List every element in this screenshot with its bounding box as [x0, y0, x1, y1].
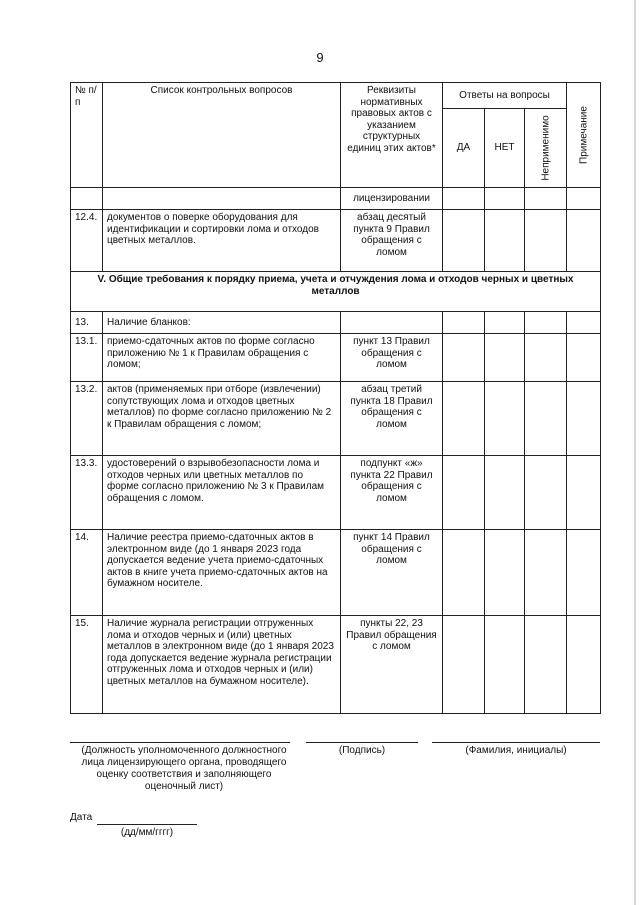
answer-na[interactable]: [525, 456, 567, 530]
answer-na[interactable]: [525, 616, 567, 714]
row-requisite: [341, 312, 443, 334]
answer-no[interactable]: [485, 616, 525, 714]
table-row: [71, 616, 601, 714]
answer-no[interactable]: [485, 188, 525, 210]
answer-no[interactable]: [485, 312, 525, 334]
header-row-1: [71, 83, 601, 109]
table-row: [71, 530, 601, 616]
table-row: [71, 382, 601, 456]
table-row: [71, 334, 601, 382]
signature-line[interactable]: [306, 742, 418, 743]
row-question: Наличие бланков:: [103, 312, 341, 334]
row-num: [71, 188, 103, 210]
answer-yes[interactable]: [443, 382, 485, 456]
row-num: 13.1.: [71, 334, 103, 382]
scan-edge: [634, 0, 636, 905]
header-na: Неприменимо: [539, 115, 551, 181]
header-requisites: Реквизиты нормативных правовых актов с указанием структурных единиц этих актов*: [341, 83, 443, 188]
answer-note[interactable]: [567, 616, 601, 714]
answer-no[interactable]: [485, 382, 525, 456]
date-label: Дата: [70, 812, 93, 823]
answer-note[interactable]: [567, 312, 601, 334]
answer-no[interactable]: [485, 210, 525, 272]
answer-na[interactable]: [525, 312, 567, 334]
position-label: (Должность уполномоченного должностного лица лицензирующего органа, проводящего оценку соответствия и заполняющего оценочный лист): [81, 745, 287, 792]
header-num: № п/п: [71, 83, 103, 188]
row-num: 13.3.: [71, 456, 103, 530]
answer-na[interactable]: [525, 210, 567, 272]
answer-yes[interactable]: [443, 188, 485, 210]
position-signature-line[interactable]: [70, 742, 290, 743]
row-num: 13.2.: [71, 382, 103, 456]
page-number: 9: [316, 50, 324, 65]
row-requisite: пункт 14 Правил обращения с ломом: [341, 530, 443, 616]
section-title: V. Общие требования к порядку приема, учета и отчуждения лома и отходов черных и цветных металлов: [71, 272, 601, 312]
header-yes: ДА: [443, 109, 485, 188]
answer-note[interactable]: [567, 530, 601, 616]
checklist-table: [70, 82, 601, 714]
date-hint: (дд/мм/гггг): [120, 827, 174, 838]
row-requisite: пункты 22, 23 Правил обращения с ломом: [341, 616, 443, 714]
name-signature-line[interactable]: [432, 742, 600, 743]
table-row: [71, 188, 601, 210]
name-label: (Фамилия, инициалы): [465, 745, 567, 756]
answer-yes[interactable]: [443, 312, 485, 334]
header-answers: Ответы на вопросы: [443, 83, 567, 109]
row-requisite: лицензировании: [341, 188, 443, 210]
answer-no[interactable]: [485, 530, 525, 616]
row-requisite: абзац десятый пункта 9 Правил обращения с ломом: [341, 210, 443, 272]
row-question: удостоверений о взрывобезопасности лома и отходов черных или цветных металлов по форме согласно приложению № 3 к Правилам обращения с ломом.: [103, 456, 341, 530]
answer-yes[interactable]: [443, 456, 485, 530]
table-row: [71, 312, 601, 334]
answer-yes[interactable]: [443, 530, 485, 616]
answer-yes[interactable]: [443, 616, 485, 714]
header-questions: Список контрольных вопросов: [103, 83, 341, 188]
row-requisite: пункт 13 Правил обращения с ломом: [341, 334, 443, 382]
answer-na[interactable]: [525, 334, 567, 382]
row-question: документов о поверке оборудования для идентификации и сортировки лома и отходов цветных металлов.: [103, 210, 341, 272]
answer-note[interactable]: [567, 382, 601, 456]
row-num: 12.4.: [71, 210, 103, 272]
row-question: актов (применяемых при отборе (извлечении) сопутствующих лома и отходов цветных металлов) по форме согласно приложению № 2 к Правилам обращения с ломом;: [103, 382, 341, 456]
row-question: [103, 188, 341, 210]
answer-na[interactable]: [525, 382, 567, 456]
header-no: НЕТ: [485, 109, 525, 188]
answer-no[interactable]: [485, 334, 525, 382]
header-na-cell: [525, 109, 567, 188]
signature-label: (Подпись): [338, 745, 386, 756]
row-question: Наличие журнала регистрации отгруженных лома и отходов черных и (или) цветных металлов в электронном виде (до 1 января 2023 года допускается ведение журнала регистрации отгруженных лома и отходов черных и (или) цветных металлов на бумажном носителе).: [103, 616, 341, 714]
row-question: приемо-сдаточных актов по форме согласно приложению № 1 к Правилам обращения с ломом;: [103, 334, 341, 382]
answer-note[interactable]: [567, 334, 601, 382]
row-num: 13.: [71, 312, 103, 334]
date-field-line[interactable]: [97, 824, 197, 825]
answer-na[interactable]: [525, 530, 567, 616]
header-note-cell: [567, 83, 601, 188]
answer-na[interactable]: [525, 188, 567, 210]
row-question: Наличие реестра приемо-сдаточных актов в электронном виде (до 1 января 2023 года допускается ведение учета приемо-сдаточных актов в книге учета приемо-сдаточных актов на бумажном носителе.: [103, 530, 341, 616]
answer-yes[interactable]: [443, 334, 485, 382]
row-requisite: подпункт «ж» пункта 22 Правил обращения с ломом: [341, 456, 443, 530]
answer-note[interactable]: [567, 188, 601, 210]
answer-note[interactable]: [567, 456, 601, 530]
section-row: [71, 272, 601, 312]
row-requisite: абзац третий пункта 18 Правил обращения с ломом: [341, 382, 443, 456]
table-row: [71, 456, 601, 530]
table-row: [71, 210, 601, 272]
answer-yes[interactable]: [443, 210, 485, 272]
header-note: Примечание: [577, 106, 589, 164]
row-num: 14.: [71, 530, 103, 616]
row-num: 15.: [71, 616, 103, 714]
answer-note[interactable]: [567, 210, 601, 272]
answer-no[interactable]: [485, 456, 525, 530]
